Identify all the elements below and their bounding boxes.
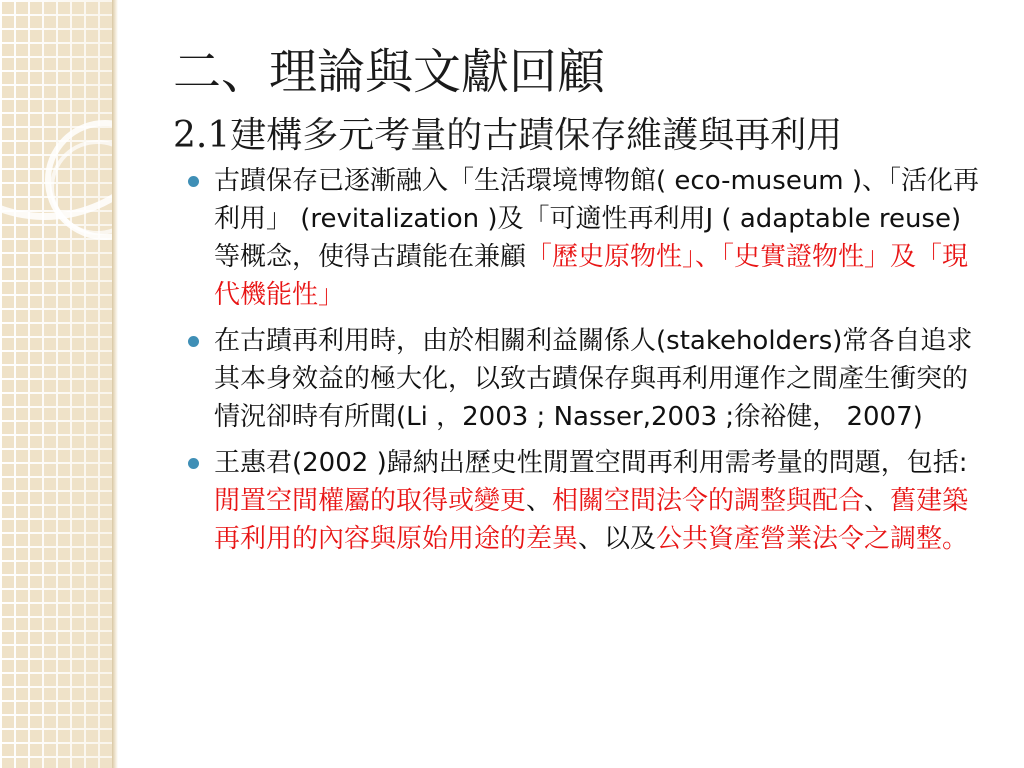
bullet-text: 、以及 — [578, 524, 657, 554]
bullet-dot-icon — [188, 458, 199, 469]
bullet-text: 、 — [526, 486, 553, 516]
bullet-text: 在古蹟再利用時，由於相關利益關係人(stakeholders)常各自追求其本身效益的極大化，以致古蹟保存與再利用運作之間產生衝突的情況卻時有所聞(Li ，2003 ; Nasser,2003 ;徐裕健， 2007) — [214, 326, 973, 432]
bullet-item — [182, 162, 982, 314]
slide-subtitle: 2.1建構多元考量的古蹟保存維護與再利用 — [173, 115, 843, 156]
bullet-text: 古蹟保存已逐漸融入「生活環境博物館( eco-museum )、「活化再利用」 (revitalization )及「可適性再利用J ( adaptable reuse) 等概念，使得古蹟能在兼顧 — [214, 166, 980, 272]
bullet-text: 王惠君(2002 )歸納出歷史性閒置空間再利用需考量的問題，包括: — [214, 448, 968, 478]
bullet-item — [182, 444, 982, 558]
bullet-highlight-text: 相關空間法令的調整與配合 — [552, 486, 865, 516]
bullet-text: 、 — [864, 486, 891, 516]
bullet-dot-icon — [188, 176, 199, 187]
sidebar-edge — [112, 0, 118, 768]
decorative-sidebar — [0, 0, 112, 768]
bullet-dot-icon — [188, 336, 199, 347]
bullet-highlight-text: 公共資產營業法令之調整。 — [656, 524, 969, 554]
slide-title: 二、理論與文獻回顧 — [173, 44, 606, 100]
bullet-highlight-text: 「歷史原物性」、「史實證物性」及「現代機能性」 — [214, 242, 969, 310]
bullet-highlight-text: 閒置空間權屬的取得或變更 — [214, 486, 527, 516]
bullet-list — [182, 162, 982, 566]
bullet-highlight-text: 舊建築再利用的內容與原始用途的差異 — [214, 486, 969, 554]
bullet-item — [182, 322, 982, 436]
